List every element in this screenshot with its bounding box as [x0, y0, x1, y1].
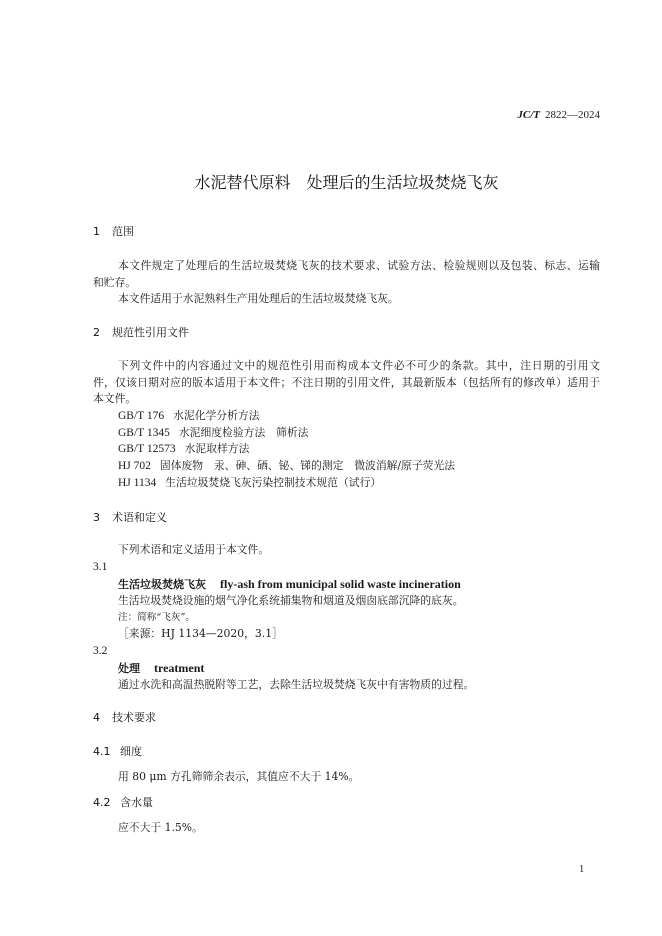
scope-line: 本文件适用于水泥熟料生产用处理后的生活垃圾焚烧飞灰。: [118, 292, 399, 305]
term-english: fly-ash from municipal solid waste incineration: [220, 577, 461, 591]
reference-item: [118, 409, 260, 423]
clause-text: 用 80 μm 方孔筛筛余表示，其值应不大于 14%。: [118, 770, 360, 783]
reference-item: [118, 476, 381, 490]
reference-code: GB/T 1345: [118, 427, 170, 439]
section-heading-normative-references: [93, 326, 189, 340]
section-heading-terms: [93, 511, 167, 525]
term-english: treatment: [154, 661, 205, 675]
reference-item: [118, 442, 249, 456]
section-number: 4: [93, 711, 100, 724]
section-title: 术语和定义: [112, 511, 167, 524]
clause-text: 应不大于 1.5%。: [118, 821, 203, 834]
term-chinese: 生活垃圾焚烧飞灰: [118, 578, 206, 591]
terms-intro: 下列术语和定义适用于本文件。: [118, 543, 270, 556]
reference-code: GB/T 12573: [118, 443, 176, 455]
section-title: 技术要求: [112, 711, 156, 724]
clause-title: 含水量: [120, 796, 153, 809]
reference-title: 水泥化学分析方法: [173, 409, 260, 422]
document-title: 水泥替代原料 处理后的生活垃圾焚烧飞灰: [194, 173, 499, 192]
references-intro-line: 件，仅该日期对应的版本适用于本文件；不注日期的引用文件，其最新版本（包括所有的修改单）适用于: [93, 376, 600, 389]
reference-code: GB/T 176: [118, 410, 165, 422]
scope-line: 本文件规定了处理后的生活垃圾焚烧飞灰的技术要求、试验方法、检验规则以及包装、标志、运输: [118, 259, 600, 272]
references-intro-line: 本文件。: [93, 392, 137, 405]
scope-line: 和贮存。: [93, 276, 137, 289]
clause-title: 细度: [120, 745, 142, 758]
term-entry-title: [118, 577, 461, 591]
reference-code: HJ 1134: [118, 477, 157, 489]
term-note: 注：简称“飞灰”。: [118, 612, 195, 623]
reference-code: HJ 702: [118, 460, 151, 472]
term-chinese: 处理: [118, 662, 140, 675]
section-title: 规范性引用文件: [112, 326, 189, 339]
standard-code-number: 2822—2024: [545, 109, 600, 121]
term-definition: 生活垃圾焚烧设施的烟气净化系统捕集物和烟道及烟囱底部沉降的底灰。: [118, 594, 464, 607]
reference-title: 生活垃圾焚烧飞灰污染控制技术规范（试行）: [165, 476, 382, 489]
standard-code-prefix: JC/T: [517, 109, 540, 121]
references-intro-line: 下列文件中的内容通过文中的规范性引用而构成本文件必不可少的条款。其中，注日期的引用文: [118, 359, 600, 372]
reference-title: 水泥细度检验方法 筛析法: [178, 426, 309, 439]
clause-number: 4.1: [93, 745, 111, 758]
clause-number: 4.2: [93, 796, 111, 809]
standard-code: [517, 108, 600, 122]
clause-heading-moisture: [93, 796, 153, 810]
reference-item: [118, 426, 308, 440]
section-heading-technical-requirements: [93, 711, 156, 725]
section-number: 3: [93, 511, 100, 524]
term-source: ［来源：HJ 1134—2020，3.1］: [118, 627, 283, 640]
term-entry-title: [118, 661, 204, 675]
section-title: 范围: [112, 225, 134, 238]
section-number: 2: [93, 326, 100, 339]
section-number: 1: [93, 225, 100, 238]
reference-title: 固体废物 汞、砷、硒、铋、锑的测定 微波消解/原子荧光法: [159, 459, 456, 472]
term-number: 3.2: [93, 645, 108, 657]
section-heading-scope: [93, 225, 134, 239]
reference-title: 水泥取样方法: [184, 442, 250, 455]
term-number: 3.1: [93, 561, 108, 573]
page-number: 1: [579, 864, 585, 875]
reference-item: [118, 459, 455, 473]
clause-heading-fineness: [93, 745, 142, 759]
term-definition: 通过水洗和高温热脱附等工艺，去除生活垃圾焚烧飞灰中有害物质的过程。: [118, 678, 475, 691]
